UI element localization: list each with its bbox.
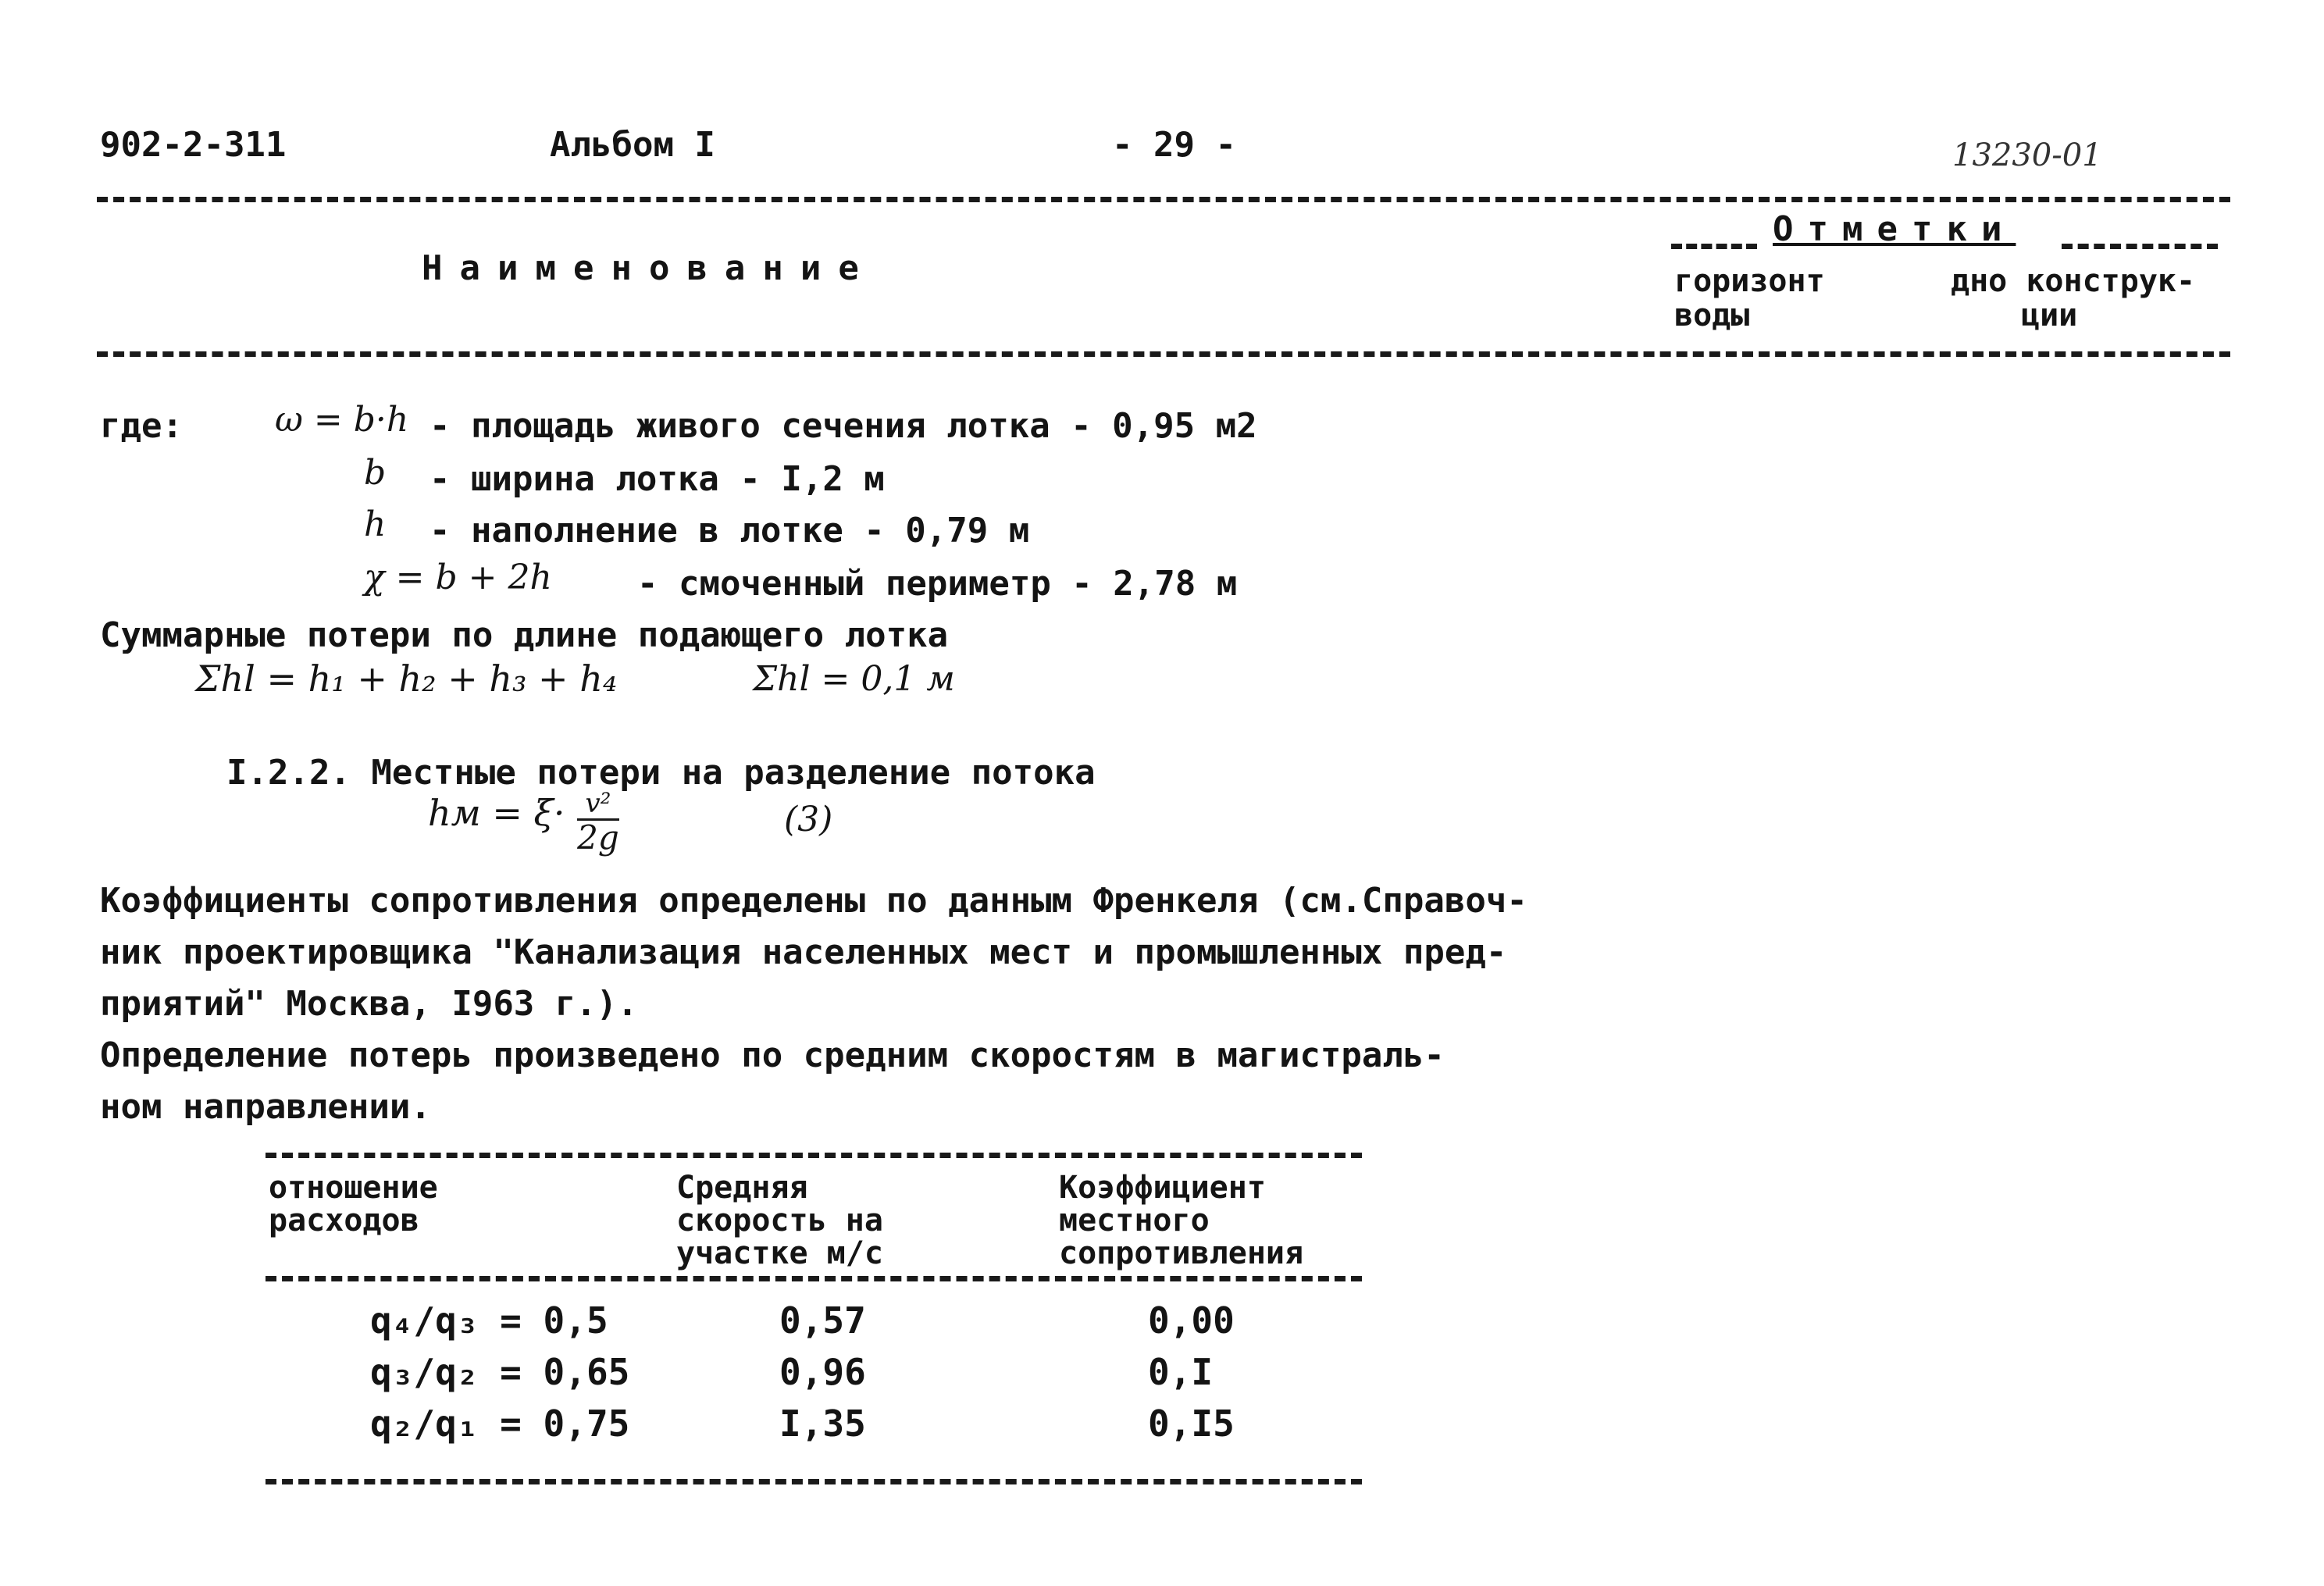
row-3-coef: 0,I5 (1148, 1402, 1235, 1445)
header-ratio-line-2: расходов (269, 1203, 419, 1239)
marks-heading: Отметки (1773, 209, 2016, 249)
document-code: 902-2-311 (100, 125, 287, 165)
structure-bottom-label-1: дно конструк- (1951, 263, 2196, 299)
summary-losses-text: Суммарные потери по длине подающего лотка (100, 615, 949, 655)
symbol-b: b (364, 453, 387, 493)
marks-dash-right (2062, 244, 2218, 249)
summary-formula-left: Σhl = h₁ + h₂ + h₃ + h₄ (195, 658, 618, 700)
formula-fraction (577, 789, 619, 855)
structure-bottom-heading (1951, 264, 2195, 333)
formula-denominator: 2g (577, 818, 619, 857)
column-name-heading: Наименование (422, 248, 876, 288)
coef-table-top-rule (266, 1153, 1362, 1158)
paragraph-1-line-2: ник проектировщика "Канализация населенных мест и промышленных пред- (100, 932, 1507, 972)
definition-h: - наполнение в лотке - 0,79 м (430, 511, 1030, 551)
row-2-ratio: q₃/q₂ = 0,65 (370, 1351, 630, 1393)
row-3-velocity: I,35 (779, 1402, 866, 1445)
structure-bottom-label-2: ции (2021, 298, 2078, 333)
header-ratio-line-1: отношение (269, 1170, 438, 1206)
table-header-divider (97, 351, 2230, 357)
coef-table-bottom-rule (266, 1479, 1362, 1484)
water-horizon-label-1: горизонт (1674, 263, 1825, 299)
row-1-velocity: 0,57 (779, 1299, 866, 1342)
coef-table-header-rule (266, 1276, 1362, 1281)
header-velocity-line-2: скорость на (676, 1203, 883, 1239)
summary-formula-right: Σhl = 0,1 м (753, 659, 955, 699)
coef-table-header-ratio (269, 1171, 438, 1237)
paragraph-2-line-1: Определение потерь произведено по средним скоростям в магистраль- (100, 1035, 1445, 1075)
definition-b: - ширина лотка - I,2 м (430, 459, 885, 499)
where-label: где: (100, 406, 183, 446)
header-divider (97, 197, 2230, 202)
header-coef-line-1: Коэффициент (1059, 1170, 1266, 1206)
page-number: - 29 - (1112, 125, 1236, 165)
row-1-coef: 0,00 (1148, 1299, 1235, 1342)
archive-stamp: 13230-01 (1952, 137, 2102, 173)
symbol-h: h (364, 504, 387, 544)
paragraph-1-line-1: Коэффициенты сопротивления определены по данным Френкеля (см.Справоч- (100, 881, 1527, 921)
formula-lhs: hм = ξ· (428, 792, 565, 834)
paragraph-2-line-2: ном направлении. (100, 1087, 431, 1127)
definition-omega: - площадь живого сечения лотка - 0,95 м2 (430, 406, 1257, 446)
formula-reference: (3) (784, 800, 833, 839)
header-velocity-line-3: участке м/с (676, 1235, 883, 1271)
formula-chi: χ = b + 2h (364, 558, 552, 597)
row-2-velocity: 0,96 (779, 1351, 866, 1393)
water-horizon-heading (1674, 264, 1825, 333)
album-label: Альбом I (550, 125, 715, 165)
paragraph-1-line-3: приятий" Москва, I963 г.). (100, 984, 638, 1024)
formula-omega: ω = b·h (275, 400, 409, 440)
header-velocity-line-1: Средняя (676, 1170, 808, 1206)
coef-table-header-coef (1059, 1171, 1303, 1270)
header-coef-line-3: сопротивления (1059, 1235, 1304, 1271)
formula-numerator: v² (577, 789, 619, 821)
definition-chi: - смоченный периметр - 2,78 м (637, 564, 1238, 604)
marks-dash-left (1671, 244, 1757, 249)
row-1-ratio: q₄/q₃ = 0,5 (370, 1299, 608, 1342)
section-heading: I.2.2. Местные потери на разделение потока (226, 753, 1096, 793)
coef-table-header-velocity (676, 1171, 883, 1270)
header-coef-line-2: местного (1059, 1203, 1210, 1239)
local-loss-formula (428, 789, 624, 855)
water-horizon-label-2: воды (1674, 298, 1750, 333)
row-3-ratio: q₂/q₁ = 0,75 (370, 1402, 630, 1445)
row-2-coef: 0,I (1148, 1351, 1214, 1393)
